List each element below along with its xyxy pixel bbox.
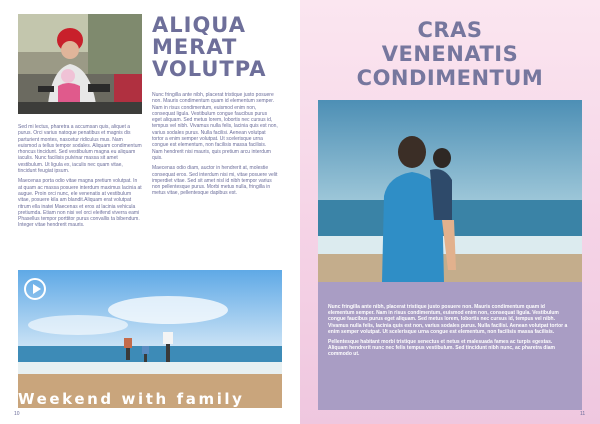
text-box (318, 282, 582, 410)
left-heading-line-2: MERAT (152, 35, 238, 59)
beach-photo-graphic (18, 270, 282, 408)
father-child-photo (318, 100, 582, 282)
photo-caption: Weekend with family (18, 390, 245, 408)
scooter-photo (18, 14, 142, 114)
right-page-number: 11 (580, 411, 586, 417)
right-column-paragraph-1: Nunc fringilla ante nibh, placerat tristique justo posuere non. Mauris condimentum quam id elementum semper. Nam in risus condimentum, euismod enim non, consequat ligula. Vestibulum congue faucibus purus eget aliquam. Sed metus lorem, lobortis nec cursus id, tempus vel nibh. Vivamus nulla felis, lacinia quis est non, varius sodales purus. Nulla facilisi. Aenean volutpat tortor a enim semper volutpat. Ut scelerisque urna congue est elementum, non facilisis massa facilisis. Nam hendrerit nisi mauris, quis pretium arcu interdum quis. (152, 92, 278, 161)
scooter-photo-graphic (18, 14, 142, 114)
right-heading-line-1: CRAS (417, 18, 483, 42)
left-page-heading (152, 14, 292, 80)
right-page-heading (318, 18, 582, 90)
box-paragraph-2: Pellentesque habitant morbi tristique senectus et netus et malesuada fames ac turpis egestas. Aliquam hendrerit nunc nec felis tempus vestibulum. Sed tincidunt nibh nunc, ac pharetra diam commodo ut. (328, 339, 555, 358)
left-column-paragraph-2: Maecenas porta odio vitae magna pretium volutpat. In at quam ac massa posuere interdum maximus lacinia at augue. Proin orci nunc, ele venenatis at vestibulum vitae, posuere kila am blandit.Aliquam erat volutpat ritrum ella inatei Maecenas et eros at lacinia vehicula pretiumda. Etiam non nisi vel orci eleifend viverra eami Phasellus tempor porttitor purus convallis ta bibendum. Integer vitae hendrerit mauris. (18, 178, 142, 229)
right-heading-line-2: VENENATIS (381, 42, 519, 66)
left-heading-line-1: ALIQUA (152, 13, 246, 37)
right-column-paragraph-2: Maecenas odio diam, auctor in hendrerit at, molestie consequat eros. Sed interdum nisi mi, vitae posuere velit imperdiet vitae. Sed sit amet nisl id nibh tempor varius non pellentesque purus. Morbi metus nulla, fringilla in metus vitae, pellentesque dapibus est. (152, 165, 278, 197)
text-box-content (328, 304, 572, 362)
play-icon[interactable] (24, 278, 46, 300)
left-heading-line-3: VOLUTPA (152, 57, 267, 81)
left-page-number: 10 (14, 411, 20, 417)
right-heading-line-3: CONDIMENTUM (356, 66, 544, 90)
beach-video-thumbnail[interactable] (18, 270, 282, 408)
right-column-text (152, 92, 278, 201)
left-column-paragraph-1: Sed mi lectus, pharetra a accumsan quis, aliquet a purus. Orci varius natoque penatibus et magnis dis parturient montes, nascetur ridiculus mus. Nam euismod a tellus tempor sodales. Aliquam condimentum rhoncus tincidunt. Sed vestibulum magna eu aliquam iaculis. Nunc facilisis pulvinar massa sit amet vestibulum. Ut ligula ex, iaculis nec quam vitae, tincidunt feugiat ipsum. (18, 124, 142, 175)
father-child-photo-graphic (318, 100, 582, 282)
left-column-text (18, 124, 142, 233)
box-paragraph-1: Nunc fringilla ante nibh, placerat tristique justo posuere non. Mauris condimentum quam id elementum semper. Nam in risus condimentum, euismod enim non, consequat ligula. Vestibulum congue faucibus purus eget aliquam. Sed metus lorem, lobortis nec cursus id, tempus vel nibh. Vivamus nulla felis, lacinia quis est non, varius sodales purus. Nulla facilisi. Aenean volutpat tortor a enim semper volutpat. Ut scelerisque urna congue est elementum, non facilisis massa facilisis. (328, 304, 568, 335)
